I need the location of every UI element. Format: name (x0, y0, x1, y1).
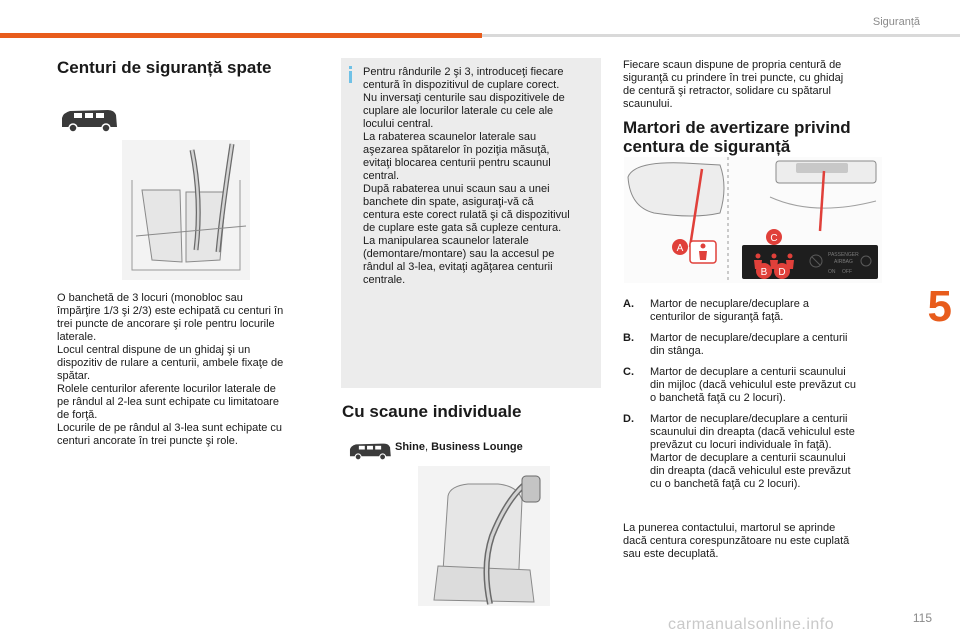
info-text: Pentru rândurile 2 şi 3, introduceţi fiecare centură în dispozitivul de cuplare corect. Nu inversaţi centurile sau dispozitivele de cuplare ale locurilor laterale cu cele ale locului central. La rabaterea scaunelor laterale sau aşezarea spătarelor în poziţia măsuţă, evitaţi blocarea centurii pentru scaunul central. După rabaterea unui scaun sau a unei banchete din spate, asiguraţi-vă că centura este corect rulată şi că dispozitivul de cuplare este gata să cupleze centura. La manipularea scaunelor laterale (demontare/montare) sau la accesul pe rândul al 3-lea, evitaţi agăţarea centurii centrale. (363, 66, 570, 286)
legend-item: C. Martor de decuplare a centurii scaunului din mijloc (dacă vehiculul este prevăzut cu o banchetă faţă cu 2 locuri). (623, 366, 857, 404)
svg-text:D: D (778, 267, 786, 278)
panel-label-off: OFF (842, 269, 852, 275)
rear-bench-description: O banchetă de 3 locuri (monobloc sau împărţire 1/3 şi 2/3) este echipată cu centuri în trei puncte de ancorare şi role pentru locurile laterale. Locul central dispune de un ghidaj şi un dispozitiv de rulare a centurii, ambele fixaţe de spătar. Rolele centurilor aferente locurilor laterale de pe rândul al 2-lea sunt echipate cu limitatoare de forţă. Locurile de pe rândul al 3-lea sunt echipate cu centuri ancorate în trei puncte şi role. (57, 292, 284, 447)
warning-lamp-legend (623, 298, 893, 499)
section-title-individual-seats: Cu scaune individuale (342, 402, 522, 421)
legend-item: B. Martor de necuplare/decuplare a centurii din stânga. (623, 332, 848, 357)
info-box (341, 58, 601, 388)
rear-bench-belt-illustration (122, 140, 250, 280)
panel-label-passenger: PASSENGER (828, 252, 859, 258)
individual-seat-belt-illustration (418, 466, 550, 606)
warning-lamp-footer: La punerea contactului, martorul se aprinde dacă centura corespunzătoare nu este cuplată sau este decuplată. (623, 522, 850, 560)
header-accent-rule (0, 33, 482, 38)
page-number: 115 (912, 611, 932, 625)
panel-label-on: ON (828, 269, 836, 275)
svg-text:B: B (760, 267, 768, 278)
svg-text:C: C (770, 233, 778, 244)
section-title-rear-belts: Centuri de siguranță spate (57, 58, 272, 77)
van-icon (58, 107, 120, 133)
panel-label-airbag: AIRBAG (834, 259, 853, 265)
svg-text:A: A (676, 243, 684, 254)
section-label: Siguranță (872, 16, 920, 28)
info-icon (349, 66, 352, 82)
legend-item: D. Martor de necuplare/decuplare a centurii scaunului din dreapta (dacă vehiculul este prevăzut cu locuri individuale în faţă). Martor de decuplare a centurii scaunului din dreapta (dacă vehiculul este prevăzut cu o banchetă faţă cu 2 locuri). (623, 413, 855, 490)
section-title-warning-lamps: Martori de avertizare privind centura de siguranță (623, 118, 851, 156)
trim-variants: Shine, Business Lounge (395, 441, 523, 453)
legend-item: A. Martor de necuplare/decuplare a centurilor de siguranţă faţă. (623, 298, 809, 323)
van-icon (347, 440, 393, 462)
watermark: carmanualsonline.info (668, 616, 835, 633)
dashboard-warning-illustration (624, 157, 882, 283)
seat-belt-intro: Fiecare scaun dispune de propria centură de siguranţă cu prindere în trei puncte, cu ghidaj de centură şi retractor, solidare cu spătarul scaunului. (623, 59, 844, 110)
chapter-number: 5 (927, 282, 952, 331)
